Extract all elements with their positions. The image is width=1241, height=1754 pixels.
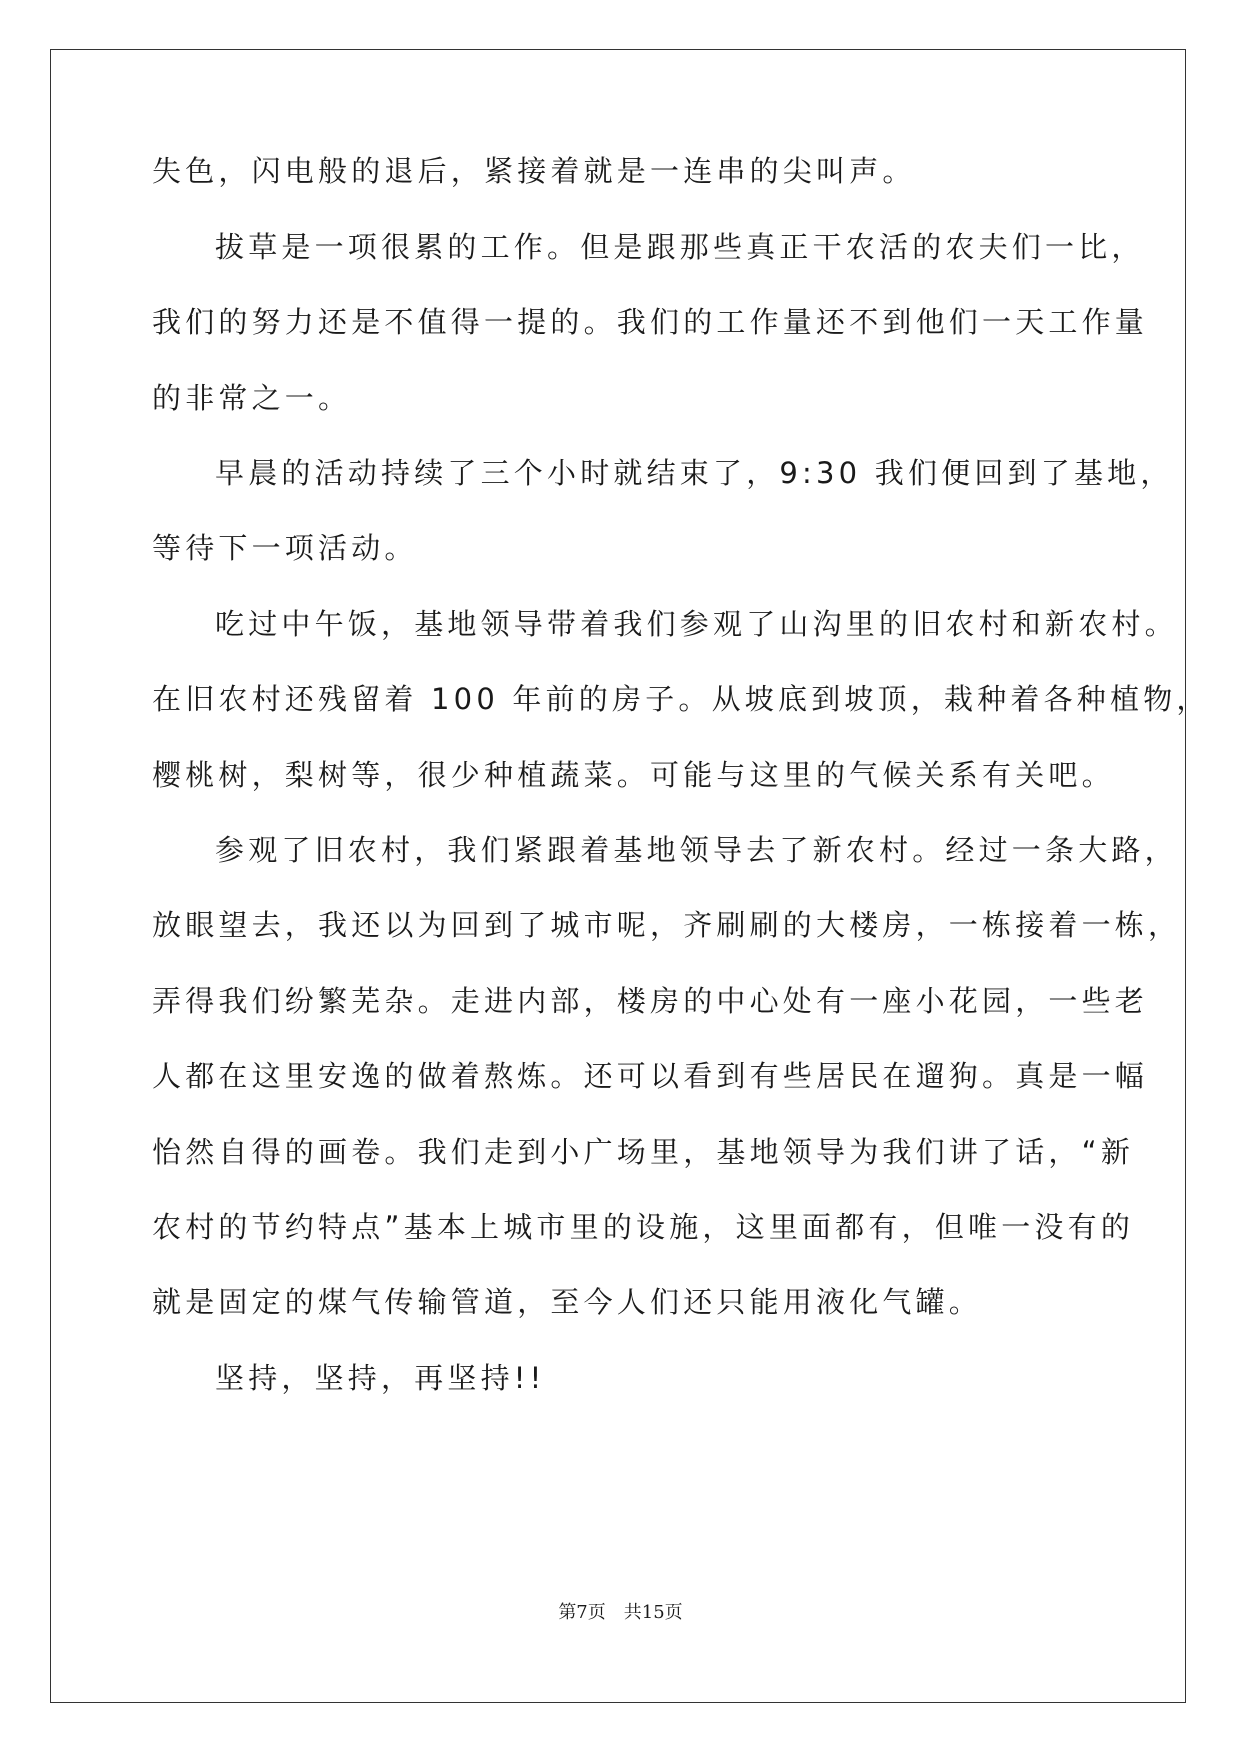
paragraph-4-line-1: 吃过中午饭，基地领导带着我们参观了山沟里的旧农村和新农村。: [215, 607, 1178, 641]
paragraph-4-line-3: 樱桃树，梨树等，很少种植蔬菜。可能与这里的气候关系有关吧。: [152, 758, 1115, 792]
paragraph-6-line-1: 坚持，坚持，再坚持!!: [215, 1361, 546, 1395]
paragraph-4-line-2: 在旧农村还残留着 100 年前的房子。从坡底到坡顶，栽种着各种植物，: [152, 682, 1210, 716]
paragraph-3-line-1: 早晨的活动持续了三个小时就结束了，9:30 我们便回到了基地，: [215, 456, 1174, 490]
paragraph-2-line-2: 我们的努力还是不值得一提的。我们的工作量还不到他们一天工作量: [152, 305, 1149, 339]
paragraph-5-line-1: 参观了旧农村，我们紧跟着基地领导去了新农村。经过一条大路，: [215, 833, 1178, 867]
paragraph-3-line-2: 等待下一项活动。: [152, 531, 418, 565]
paragraph-2-line-3: 的非常之一。: [152, 381, 352, 415]
page-footer: 第7页 共15页: [558, 1602, 683, 1623]
paragraph-1-line-1: 失色，闪电般的退后，紧接着就是一连串的尖叫声。: [152, 154, 916, 188]
paragraph-5-line-5: 怡然自得的画卷。我们走到小广场里，基地领导为我们讲了话，“新: [152, 1135, 1135, 1169]
paragraph-5-line-3: 弄得我们纷繁芜杂。走进内部，楼房的中心处有一座小花园，一些老: [152, 984, 1149, 1018]
paragraph-5-line-4: 人都在这里安逸的做着熬炼。还可以看到有些居民在遛狗。真是一幅: [152, 1059, 1149, 1093]
page-border: [50, 49, 1186, 1703]
paragraph-5-line-2: 放眼望去，我还以为回到了城市呢，齐刷刷的大楼房，一栋接着一栋，: [152, 908, 1182, 942]
paragraph-5-line-7: 就是固定的煤气传输管道，至今人们还只能用液化气罐。: [152, 1285, 983, 1319]
paragraph-5-line-6: 农村的节约特点”基本上城市里的设施，这里面都有，但唯一没有的: [152, 1210, 1135, 1244]
paragraph-2-line-1: 拔草是一项很累的工作。但是跟那些真正干农活的农夫们一比，: [215, 230, 1145, 264]
